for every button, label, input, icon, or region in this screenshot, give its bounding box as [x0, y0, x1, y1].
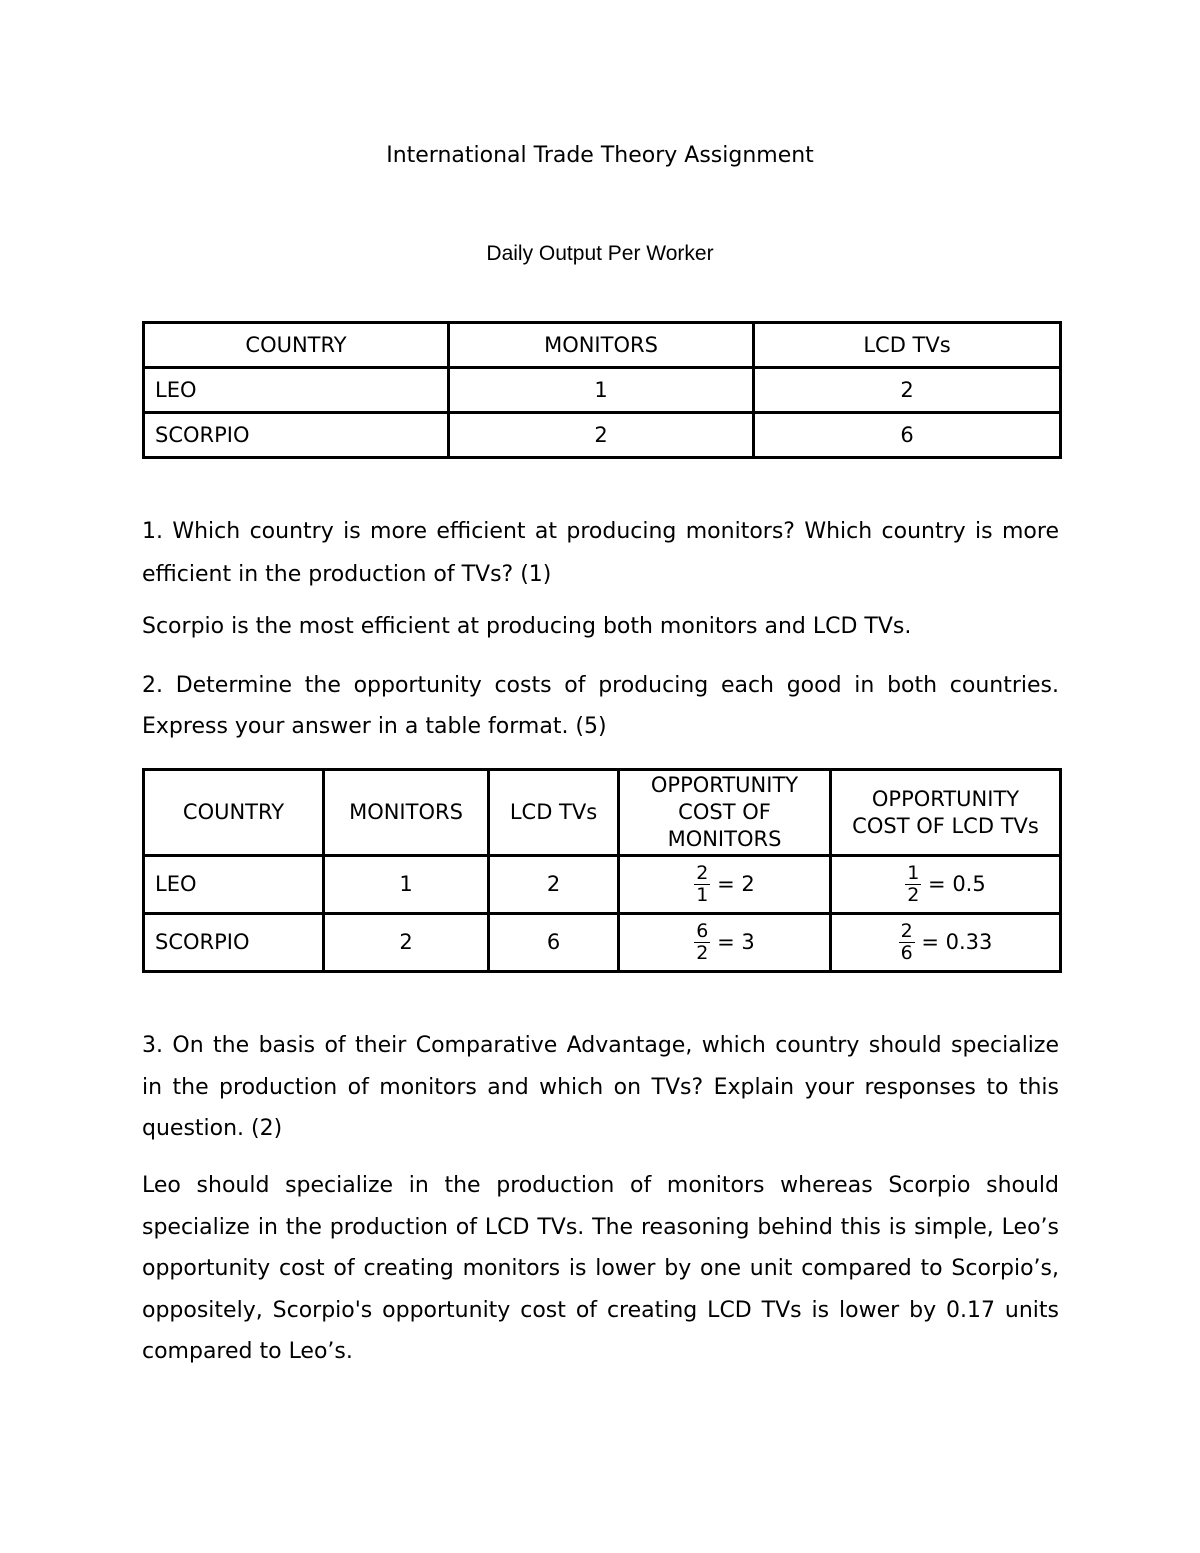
oc-lcd-cell — [831, 914, 1061, 972]
lcd-tvs-cell: 6 — [754, 413, 1061, 458]
question-3: 3. On the basis of their Comparative Advantage, which country should specialize in the production of monitors and which on TVs? Explain your responses to this question. (2) — [142, 1033, 1059, 1141]
lcd-tvs-cell: 6 — [489, 914, 619, 972]
table-row — [144, 413, 1061, 458]
table-row — [144, 368, 1061, 413]
fraction — [905, 863, 921, 906]
table-header-row — [144, 323, 1061, 368]
answer-3: Leo should specialize in the production of monitors whereas Scorpio should specialize in the production of LCD TVs. The reasoning behind this is simple, Leo’s opportunity cost of creating monitors is lower by one unit compared to Scorpio’s, oppositely, Scorpio's opportunity cost of creating LCD TVs is lower by 0.17 units compared to Leo’s. — [142, 1173, 1059, 1364]
header-cell: OPPORTUNITY COST OF LCD TVs — [831, 770, 1061, 856]
fraction — [694, 863, 710, 906]
answer-1: Scorpio is the most efficient at producing both monitors and LCD TVs. — [142, 614, 912, 639]
fraction-numerator: 2 — [900, 920, 913, 942]
daily-output-table — [142, 321, 1062, 459]
question-1: 1. Which country is more efficient at producing monitors? Which country is more efficient in the production of TVs? (1) — [142, 519, 1059, 587]
opportunity-cost-table — [142, 768, 1062, 973]
table-row — [144, 914, 1061, 972]
header-cell: COUNTRY — [144, 323, 449, 368]
fraction-denominator: 6 — [900, 942, 913, 964]
header-cell: COUNTRY — [144, 770, 324, 856]
header-cell: MONITORS — [449, 323, 754, 368]
country-cell: LEO — [144, 368, 449, 413]
table-caption: Daily Output Per Worker — [486, 242, 714, 265]
fraction-numerator: 2 — [696, 862, 709, 884]
document-title: International Trade Theory Assignment — [386, 143, 814, 168]
country-cell: SCORPIO — [144, 413, 449, 458]
oc-monitors-cell — [619, 914, 831, 972]
monitors-cell: 1 — [324, 856, 489, 914]
fraction-result: = 0.33 — [921, 930, 993, 954]
monitors-cell: 1 — [449, 368, 754, 413]
country-cell: LEO — [144, 856, 324, 914]
fraction-denominator: 1 — [696, 884, 709, 906]
table-row — [144, 856, 1061, 914]
country-cell: SCORPIO — [144, 914, 324, 972]
header-cell: OPPORTUNITY COST OF MONITORS — [619, 770, 831, 856]
lcd-tvs-cell: 2 — [754, 368, 1061, 413]
fraction-result: = 2 — [717, 872, 755, 896]
fraction — [694, 921, 710, 964]
monitors-cell: 2 — [449, 413, 754, 458]
header-cell: LCD TVs — [489, 770, 619, 856]
fraction-result: = 0.5 — [928, 872, 986, 896]
question-2: 2. Determine the opportunity costs of producing each good in both countries. Express your answer in a table format. (5) — [142, 673, 1059, 739]
table-header-row — [144, 770, 1061, 856]
oc-lcd-cell — [831, 856, 1061, 914]
lcd-tvs-cell: 2 — [489, 856, 619, 914]
fraction-numerator: 1 — [907, 862, 920, 884]
fraction-numerator: 6 — [696, 920, 709, 942]
monitors-cell: 2 — [324, 914, 489, 972]
oc-monitors-cell — [619, 856, 831, 914]
fraction-result: = 3 — [717, 930, 755, 954]
header-cell: LCD TVs — [754, 323, 1061, 368]
fraction-denominator: 2 — [907, 884, 920, 906]
header-cell: MONITORS — [324, 770, 489, 856]
fraction — [899, 921, 915, 964]
fraction-denominator: 2 — [696, 942, 709, 964]
